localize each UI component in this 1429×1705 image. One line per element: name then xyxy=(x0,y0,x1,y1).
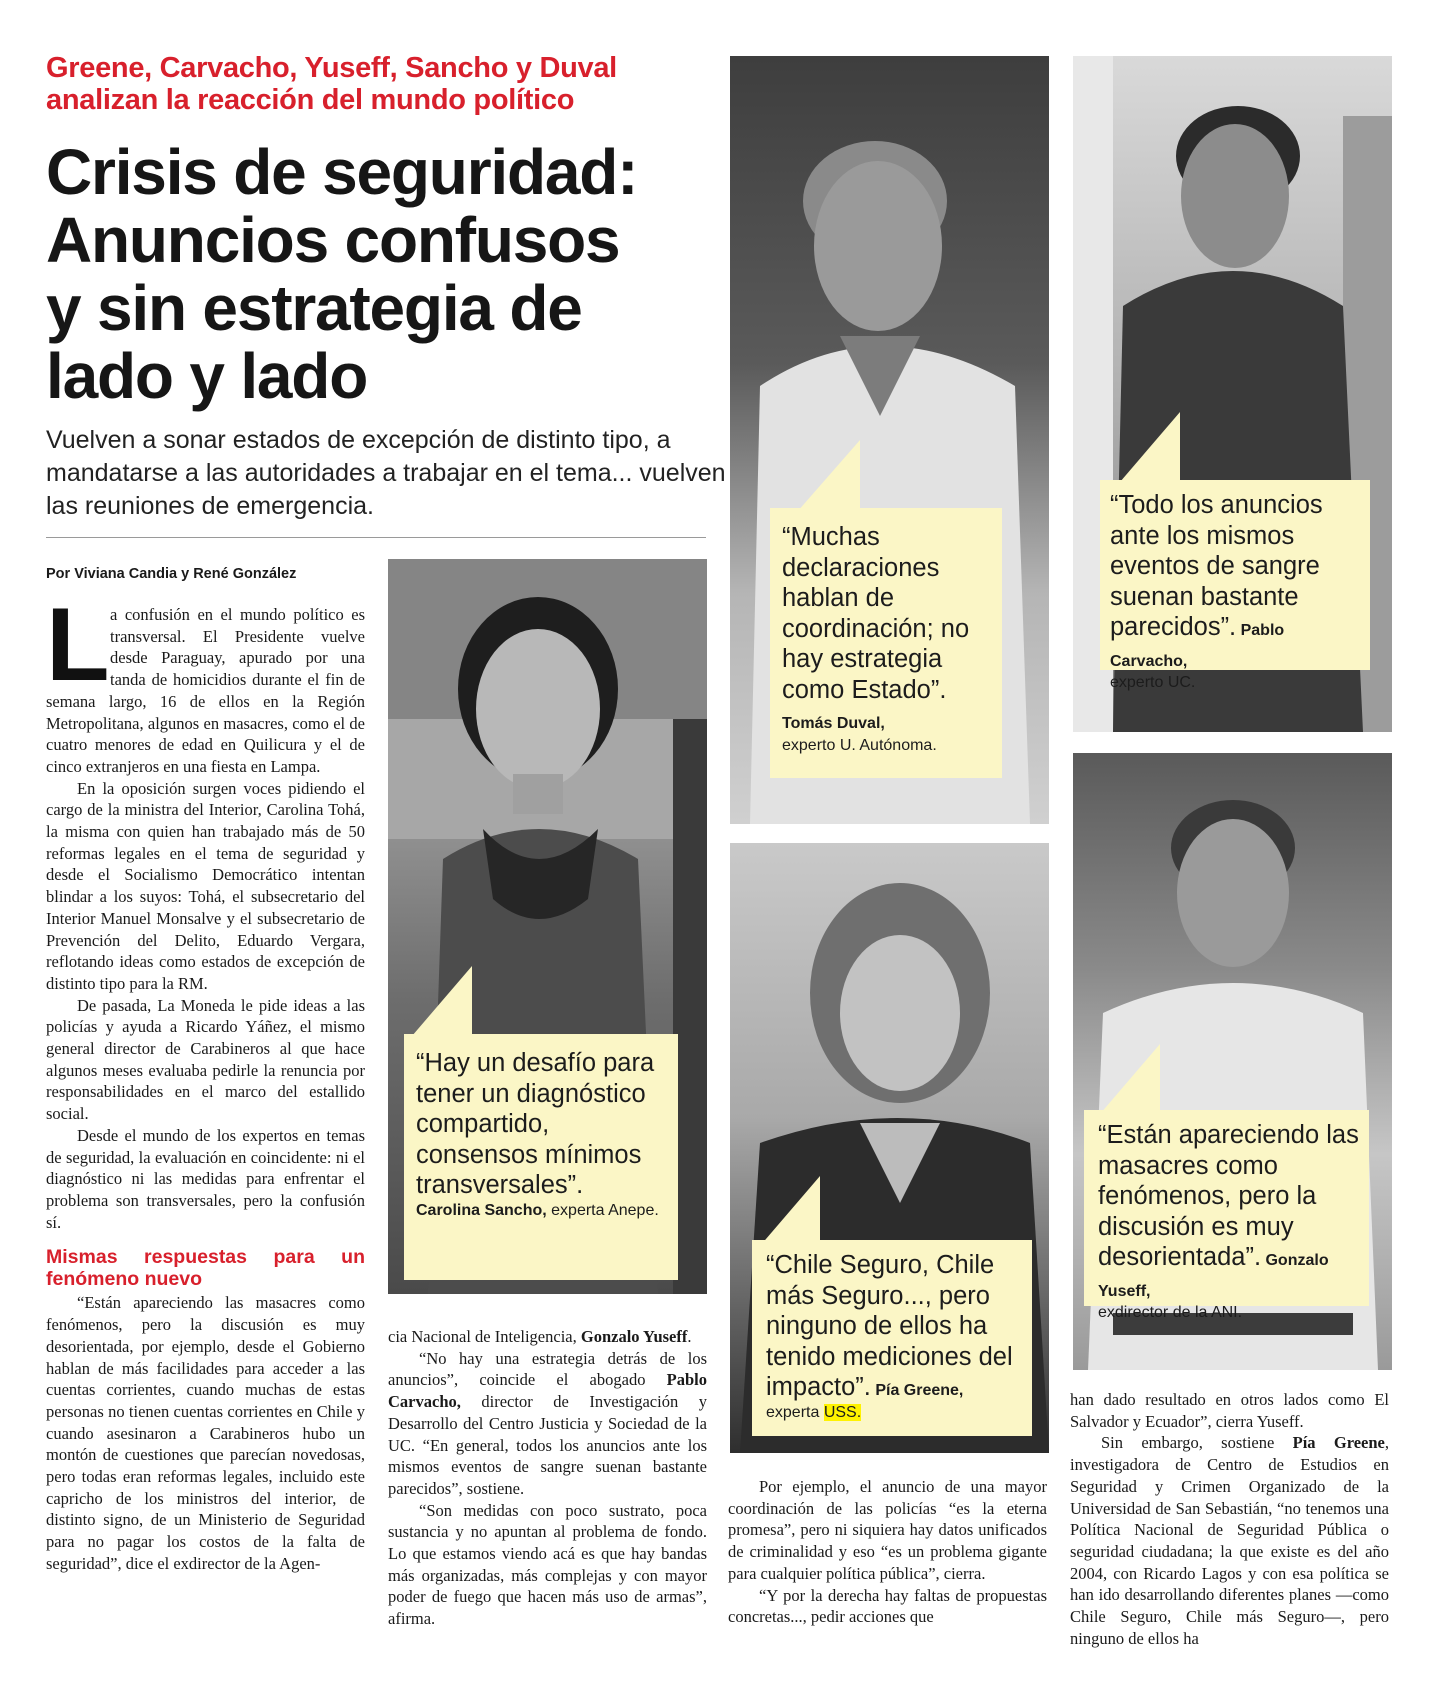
kicker: Greene, Carvacho, Yuseff, Sancho y Duval analizan la reacción del mundo político xyxy=(46,52,617,116)
quote-tomas-duval xyxy=(770,508,1002,778)
paragraph: “Están apareciendo las masacres como fenómenos, pero la discusión es muy desorientada, por ejemplo, desde el Gobierno hablan de más facilidades para acceder a las cuentas corrientes, cuando muchas de estas personas no tienen cuentas corrientes en Chile y cuando asesinaron a Carabineros hubo un montón de cuestiones que parecían novedosas, pero todas eran reformas legales, incluido este capricho de los ministros del interior, de distinto signo, de un Ministerio de Seguridad para no pagar los costos de la falta de seguridad”, dice el exdirector de la Agen- xyxy=(46,1293,365,1573)
quote-name: Pía Greene, xyxy=(870,1382,964,1399)
quote-role: experta USS. xyxy=(766,1403,862,1421)
paragraph: cia Nacional de Inteligencia, Gonzalo Yuseff. xyxy=(388,1327,692,1346)
quote-name: Pablo Carvacho, xyxy=(1110,622,1285,670)
quote-role: experto U. Autónoma. xyxy=(782,736,937,754)
paragraph: Por ejemplo, el anuncio de una mayor coordinación de las policías “es la eterna promesa”, pero ni siquiera hay datos unificados de criminalidad y eso “es un problema gigante para cualquier política pública”, cierra. xyxy=(728,1477,1047,1583)
quote-text: “Están apareciendo las masacres como fenómenos, pero la discusión es muy desorientada”. Gonzalo Yuseff, xyxy=(1098,1121,1359,1300)
bubble-tail xyxy=(1100,1044,1160,1114)
paragraph: De pasada, La Moneda le pide ideas a las policías y ayuda a Ricardo Yáñez, el mismo general director de Carabineros al que hace algunos meses evaluaba pedirle la renuncia por responsabilidades en el marco del estallido social. xyxy=(46,995,365,1124)
quote-pablo-carvacho xyxy=(1100,480,1370,691)
highlight: USS. xyxy=(823,1403,862,1421)
headline xyxy=(46,138,726,410)
bubble-tail xyxy=(1120,412,1180,482)
headline-line: Anuncios confusos xyxy=(46,204,620,276)
quote-text: “Muchas declaraciones hablan de coordinación; no hay estrategia como Estado”. Tomás Duval, xyxy=(782,523,970,732)
headline-line: y sin estrategia de xyxy=(46,272,582,344)
quote-gonzalo-yuseff xyxy=(1084,1110,1369,1321)
quote-name: Gonzalo Yuseff, xyxy=(1098,1252,1329,1300)
column-4 xyxy=(1070,1389,1389,1649)
quote-name: Tomás Duval, xyxy=(782,715,885,732)
headline-line: Crisis de seguridad: xyxy=(46,136,638,208)
name-bold: Gonzalo Yuseff xyxy=(580,1327,688,1346)
quote-text: “Todo los anuncios ante los mismos eventos de sangre suenan bastante parecidos”. Pablo Carvacho, xyxy=(1110,491,1323,670)
name-bold: Pablo Carvacho, xyxy=(388,1370,707,1412)
headline-line: lado y lado xyxy=(46,340,368,412)
paragraph: “Y por la derecha hay faltas de propuestas concretas..., pedir acciones que xyxy=(728,1585,1047,1627)
bubble-tail xyxy=(760,1176,820,1246)
byline: Por Viviana Candia y René González xyxy=(46,566,297,582)
quote-carolina-sancho xyxy=(404,1034,678,1280)
quote-text: “Chile Seguro, Chile más Seguro..., pero ninguno de ellos ha tenido mediciones del impacto”. Pía Greene, xyxy=(766,1251,1013,1401)
paragraph: “No hay una estrategia detrás de los anuncios”, coincide el abogado Pablo Carvacho, director de Investigación y Desarrollo del Centro Justicia y Sociedad de la UC. “En general, todos los anuncios ante los mismos eventos de sangre suenan bastante parecidos”, sostiene. xyxy=(388,1348,707,1498)
dropcap: L xyxy=(46,587,110,703)
quote-role: experto UC. xyxy=(1110,674,1196,691)
subhead: Mismas respuestas para un fenómeno nuevo xyxy=(46,1246,365,1291)
quote-role: exdirector de la ANI. xyxy=(1098,1304,1243,1321)
name-bold: Pía Greene xyxy=(1292,1433,1385,1453)
column-2 xyxy=(388,1326,707,1630)
quote-attribution: Carolina Sancho, experta Anepe. xyxy=(416,1201,659,1219)
deck: Vuelven a sonar estados de excepción de distinto tipo, a mandatarse a las autoridades a trabajar en el tema... vuelven las reuniones de emergencia. xyxy=(46,426,726,520)
paragraph: Desde el mundo de los expertos en temas de seguridad, la evaluación en coincidente: ni el diagnóstico ni las medidas para enfrentar el problema son transversales, pero la confusión sí. xyxy=(46,1125,365,1232)
paragraph: a confusión en el mundo político es transversal. El Presidente vuelve desde Paraguay, apurado por una tanda de homicidios durante el fin de semana largo, 16 de ellos en la Región Metropolitana, algunos en masacres, como el de cuatro menores de edad en Quilicura y el de cinco extranjeros en una fiesta en Lampa. xyxy=(46,605,365,776)
column-3 xyxy=(728,1476,1047,1628)
bubble-tail xyxy=(412,966,472,1036)
divider xyxy=(46,537,706,538)
paragraph: En la oposición surgen voces pidiendo el cargo de la ministra del Interior, Carolina Tohá, la misma con quien han trabajado más de 50 reformas legales en el tema de seguridad y desde el Socialismo Democrático intentan blindar a los suyos: Tohá, el subsecretario del Interior Manuel Monsalve y el subsecretario de Prevención del Delito, Eduardo Vergara, reflotando ideas como estados de excepción de distinto tipo para la RM. xyxy=(46,778,365,993)
quote-pia-greene xyxy=(752,1240,1032,1436)
paragraph: “Son medidas con poco sustrato, poca sustancia y no apuntan al problema de fondo. Lo que estamos viendo acá es que hay bandas más organizadas, más complejas y con mayor poder de fuego que hacen más uso de armas”, afirma. xyxy=(388,1500,707,1629)
paragraph: Sin embargo, sostiene Pía Greene, investigadora de Centro de Estudios en Seguridad y Crimen Organizado de la Universidad de San Sebastián, “no tenemos una Política Nacional de Seguridad Pública o seguridad ciudadana; la que existe es del año 2004, con Ricardo Lagos y con esa política se han ido desarrollando diferentes planes —como Chile Seguro, Chile más Seguro—, pero ninguno de ellos ha xyxy=(1070,1433,1389,1648)
quote-text: “Hay un desafío para tener un diagnóstico compartido, consensos mínimos transversales”. xyxy=(416,1049,655,1199)
paragraph: han dado resultado en otros lados como El Salvador y Ecuador”, cierra Yuseff. xyxy=(1070,1390,1389,1431)
column-1 xyxy=(46,587,365,1575)
